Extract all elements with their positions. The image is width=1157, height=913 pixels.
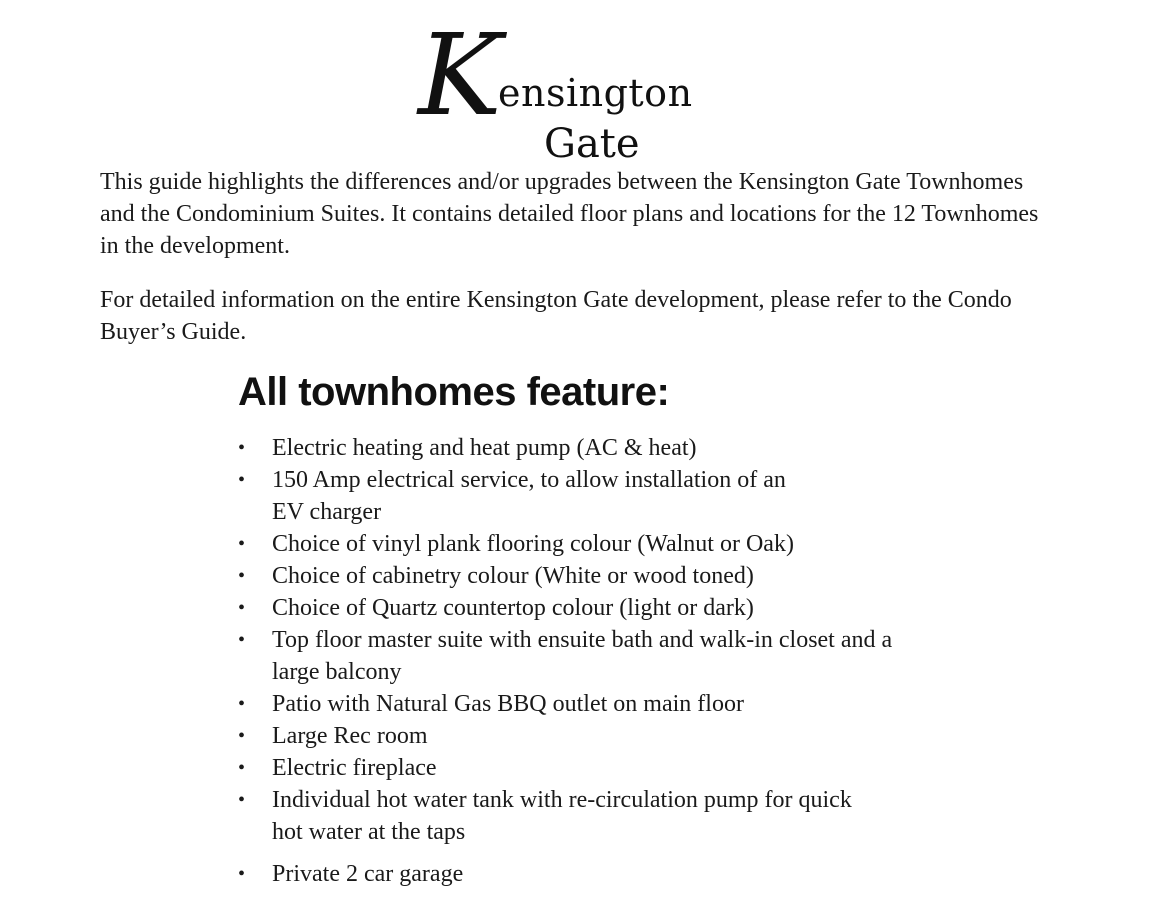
feature-item: • Private 2 car garage bbox=[238, 858, 938, 890]
feature-item: • 150 Amp electrical service, to allow installation of an EV charger bbox=[238, 464, 938, 528]
feature-item: • Patio with Natural Gas BBQ outlet on main floor bbox=[238, 688, 938, 720]
feature-item: • Choice of vinyl plank flooring colour (Walnut or Oak) bbox=[238, 528, 938, 560]
feature-item: • Electric fireplace bbox=[238, 752, 938, 784]
logo-word-kensington: ensington bbox=[498, 71, 693, 115]
feature-item: • Choice of cabinetry colour (White or wood toned) bbox=[238, 560, 938, 592]
feature-item: • Individual hot water tank with re-circulation pump for quick hot water at the taps bbox=[238, 784, 938, 848]
intro-paragraph: This guide highlights the differences and/or upgrades between the Kensington Gate Townhomes and the Condominium Suites. It contains detailed floor plans and locations for the 12 Townhomes in the development. bbox=[100, 169, 1039, 259]
kensington-gate-logo bbox=[418, 11, 728, 167]
logo-word-gate: Gate bbox=[544, 121, 640, 167]
feature-item: • Large Rec room bbox=[238, 720, 938, 752]
feature-item: • Electric heating and heat pump (AC & heat) bbox=[238, 432, 938, 464]
logo-initial: K bbox=[418, 11, 502, 141]
feature-item: • Choice of Quartz countertop colour (light or dark) bbox=[238, 592, 938, 624]
features-heading: All townhomes feature: bbox=[238, 370, 670, 414]
features-list bbox=[238, 432, 938, 890]
reference-paragraph: For detailed information on the entire Kensington Gate development, please refer to the Condo Buyer’s Guide. bbox=[100, 287, 1012, 345]
feature-item: • Top floor master suite with ensuite bath and walk-in closet and a large balcony bbox=[238, 624, 938, 688]
